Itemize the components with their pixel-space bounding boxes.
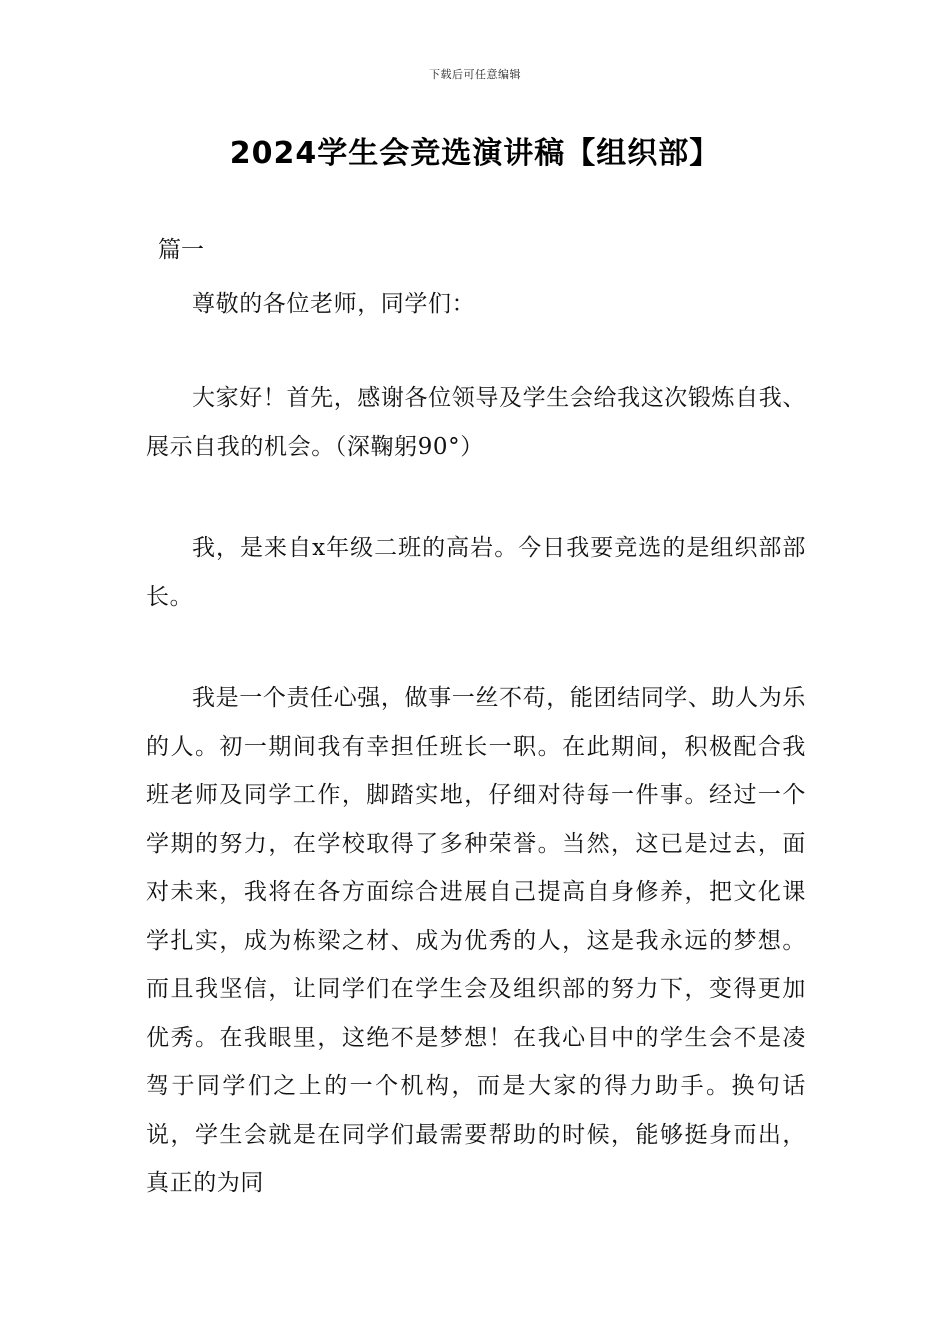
greeting-paragraph: 尊敬的各位老师，同学们： (192, 291, 476, 317)
document-title: 2024学生会竞选演讲稿【组织部】 (229, 136, 721, 171)
section-label: 篇一 (158, 237, 204, 263)
paragraph-1: 大家好！首先，感谢各位领导及学生会给我这次锻炼自我、展示自我的机会。（深鞠躬90°） (146, 385, 806, 460)
paragraph-2: 我，是来自x年级二班的高岩。今日我要竞选的是组织部部长。 (146, 535, 806, 610)
paragraph-3: 我是一个责任心强，做事一丝不苟，能团结同学、助人为乐的人。初一期间我有幸担任班长一职。在此期间，积极配合我班老师及同学工作，脚踏实地，仔细对待每一件事。经过一个学期的努力，在学校取得了多种荣誉。当然，这已是过去，面对未来，我将在各方面综合进展自己提高自身修养，把文化课学扎实，成为栋梁之材、成为优秀的人，这是我永远的梦想。而且我坚信，让同学们在学生会及组织部的努力下，变得更加优秀。在我眼里，这绝不是梦想！在我心目中的学生会不是凌驾于同学们之上的一个机构，而是大家的得力助手。换句话说，学生会就是在同学们最需要帮助的时候，能够挺身而出，真正的为同 (146, 685, 806, 1196)
header-note: 下载后可任意编辑 (429, 68, 521, 81)
